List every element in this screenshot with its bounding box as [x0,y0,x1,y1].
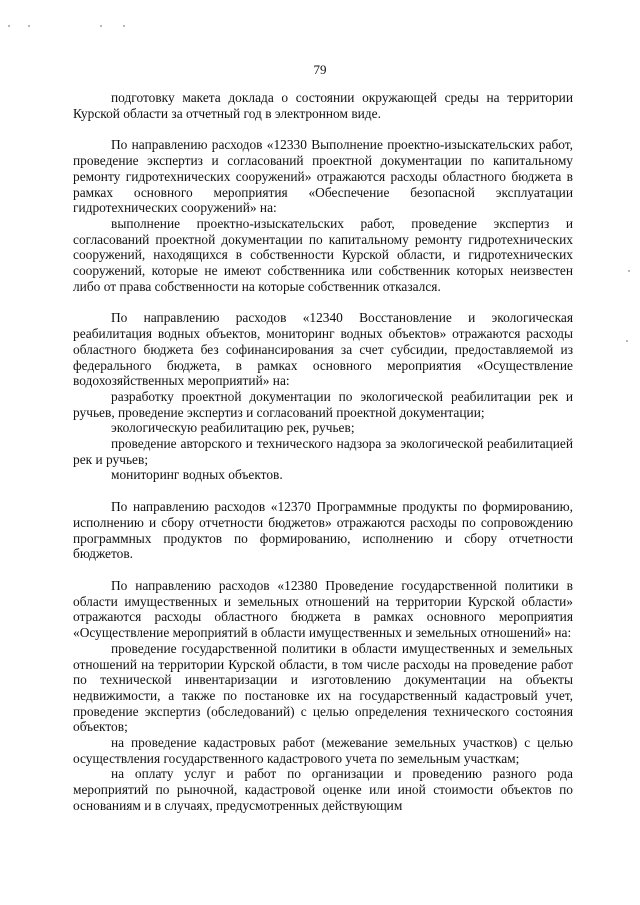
paragraph: выполнение проектно-изыскательских работ, проведение экспертиз и согласований проектной документации по капитальному ремонту гидротехнических сооружений, находящихся в собственности Курской области, и гидротехнических сооружений, которые не имеют собственника или собственник которых неизвестен либо от права собственности на которые собственник отказался. [73,215,573,294]
scan-artifact [28,25,30,27]
paragraph: По направлению расходов «12340 Восстановление и экологическая реабилитация водных объектов, мониторинг водных объектов» отражаются расходы областного бюджета без софинансирования за счет субсидии, предоставляемой из федерального бюджета, в рамках основного мероприятия «Осуществление водохозяйственных мероприятий» на: [73,310,573,389]
paragraph: По направлению расходов «12380 Проведение государственной политики в области имущественных и земельных отношений на территории Курской области» отражаются расходы областного бюджета в рамках основного мероприятия «Осуществление мероприятий в области имущественных и земельных отношений» на: [73,577,573,641]
scan-artifact [628,270,630,272]
paragraph: экологическую реабилитацию рек, ручьев; [111,420,355,436]
scan-artifact [626,340,628,342]
paragraph: проведение авторского и технического надзора за экологической реабилитацией рек и ручьев; [73,436,573,467]
paragraph: По направлению расходов «12330 Выполнение проектно-изыскательских работ, проведение экспертиз и согласований проектной документации по капитальному ремонту гидротехнических сооружений» отражаются расходы областного бюджета в рамках основного мероприятия «Обеспечение безопасной эксплуатации гидротехнических сооружений» на: [73,137,573,216]
scan-artifact [8,25,10,27]
paragraph: разработку проектной документации по экологической реабилитации рек и ручьев, проведение экспертиз и согласований проектной документации; [73,388,573,420]
paragraph: проведение государственной политики в области имущественных и земельных отношений на территории Курской области, в том числе расходы на проведение работ по технической инвентаризации и изготовлению документации на объекты недвижимости, а также по постановке их на государственный кадастровый учет, проведение экспертиз (обследований) с целью определения технического состояния объектов; [73,640,573,735]
page-number: 79 [313,62,327,77]
paragraph: мониторинг водных объектов. [111,467,283,483]
scan-artifact [123,25,125,27]
paragraph: на проведение кадастровых работ (межевание земельных участков) с целью осуществления государственного кадастрового учета по земельным участкам; [73,735,573,766]
paragraph: на оплату услуг и работ по организации и проведению разного рода мероприятий по рыночной, кадастровой оценке или иной стоимости объектов по основаниям и в случаях, предусмотренных действующим [73,766,573,813]
paragraph: По направлению расходов «12370 Программные продукты по формированию, исполнению и сбору отчетности бюджетов» отражаются расходы по сопровождению программных продуктов по формированию, исполнению и сбору отчетности бюджетов. [73,499,573,562]
paragraph: подготовку макета доклада о состоянии окружающей среды на территории Курской области за отчетный год в электронном виде. [73,90,573,121]
document-body [73,90,573,814]
scan-artifact [100,25,102,27]
